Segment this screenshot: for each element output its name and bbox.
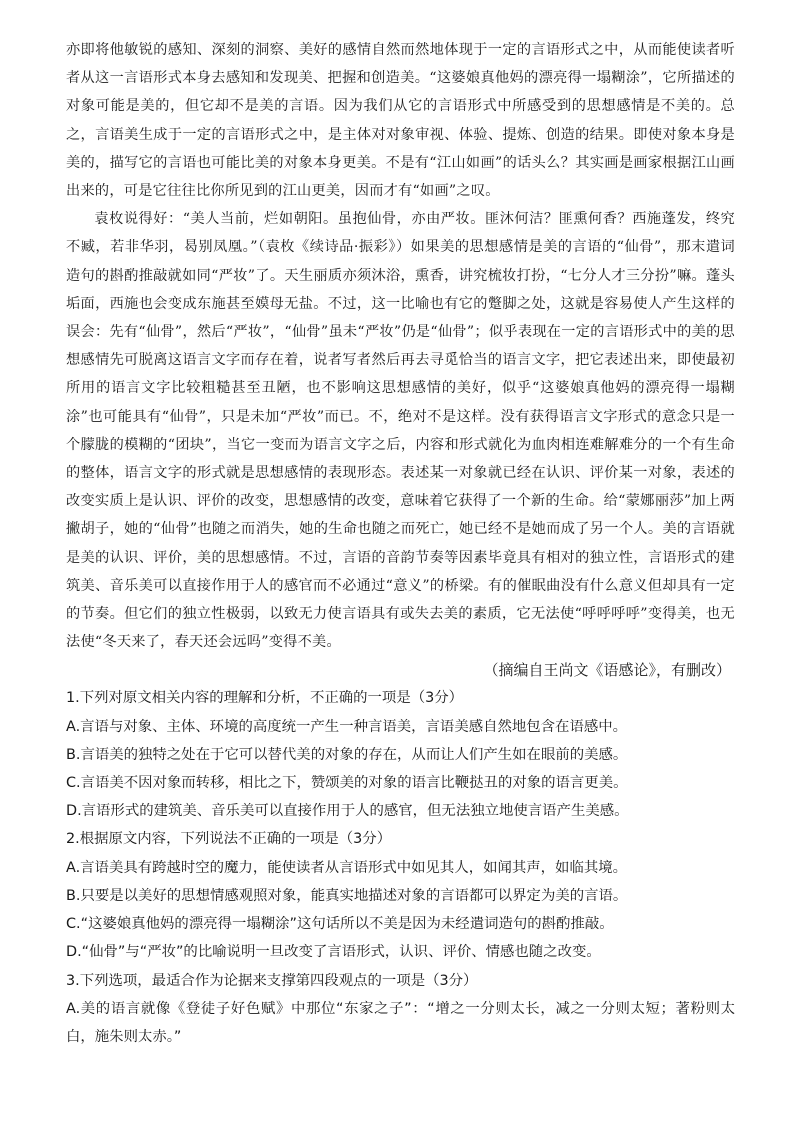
option-a: A.言语美具有跨越时空的魔力，能使读者从言语形式中如见其人，如闻其声，如临其境。 [66, 859, 628, 876]
question-2 [66, 825, 735, 966]
passage-paragraph-2: 袁枚说得好：“美人当前，烂如朝阳。虽抱仙骨，亦由严妆。匪沐何洁？匪熏何香？西施蓬发，终究不臧，若非华羽，曷别凤凰。”（袁枚《续诗品·振彩》）如果美的思想感情是美的言语的“仙骨”，那末遣词造句的斟酌推敲就如同“严妆”了。天生丽质亦须沐浴，熏香，讲究梳妆打扮，“七分人才三分扮”嘛。蓬头垢面，西施也会变成东施甚至嫫母无盐。不过，这一比喻也有它的蹩脚之处，这就是容易使人产生这样的误会：先有“仙骨”，然后“严妆”，“仙骨”虽未“严妆”仍是“仙骨”；似乎表现在一定的言语形式中的美的思想感情先可脱离这语言文字而存在着，说者写者然后再去寻觅恰当的语言文字，把它表述出来，即使最初所用的语言文字比较粗糙甚至丑陋，也不影响这思想感情的美好，似乎“这婆娘真他妈的漂亮得一塌糊涂”也可能具有“仙骨”，只是未加“严妆”而已。不，绝对不是这样。没有获得语言文字形式的意念只是一个朦胧的模糊的“团块”，当它一变而为语言文字之后，内容和形式就化为血肉相连难解难分的一个有生命的整体，语言文字的形式就是思想感情的表现形态。表述某一对象就已经在认识、评价某一对象，表述的改变实质上是认识、评价的改变，思想感情的改变，意味着它获得了一个新的生命。给“蒙娜丽莎”加上两撇胡子，她的“仙骨”也随之而消失，她的生命也随之而死亡，她已经不是她而成了另一个人。美的言语就是美的认识、评价，美的思想感情。不过，言语的音韵节奏等因素毕竟具有相对的独立性，言语形式的建筑美、音乐美可以直接作用于人的感官而不必通过“意义”的桥梁。有的催眠曲没有什么意义但却具有一定的节奏。但它们的独立性极弱，以致无力使言语具有或失去美的素质，它无法使“呼呼呼呼”变得美，也无法使“冬天来了，春天还会远吗”变得不美。 [66, 211, 735, 651]
question-1 [66, 684, 735, 825]
question-stem: 1.下列对原文相关内容的理解和分析，不正确的一项是（3分） [66, 690, 464, 707]
passage-paragraph-1: 亦即将他敏锐的感知、深刻的洞察、美好的感情自然而然地体现于一定的言语形式之中，从而能使读者听者从这一言语形式本身去感知和发现美、把握和创造美。“这婆娘真他妈的漂亮得一塌糊涂”，它所描述的对象可能是美的，但它却不是美的言语。因为我们从它的言语形式中所感受到的思想感情是不美的。总之，言语美生成于一定的言语形式之中，是主体对对象审视、体验、提炼、创造的结果。即使对象本身是美的，描写它的言语也可能比美的对象本身更美。不是有“江山如画”的话头么？其实画是画家根据江山画出来的，可是它往往比你所见到的江山更美，因而才有“如画”之叹。 [66, 42, 735, 200]
option-a: A.美的语言就像《登徒子好色赋》中那位“东家之子”：“增之一分则太长，减之一分则太短；著粉则太白，施朱则太赤。” [66, 1000, 735, 1045]
option-a: A.言语与对象、主体、环境的高度统一产生一种言语美，言语美感自然地包含在语感中。 [66, 718, 628, 735]
question-stem: 3.下列选项，最适合作为论据来支撑第四段观点的一项是（3分） [66, 972, 478, 989]
option-c: C.“这婆娘真他妈的漂亮得一塌糊涂”这句话所以不美是因为未经遣词造句的斟酌推敲。 [66, 916, 614, 933]
question-3 [66, 967, 735, 1052]
option-b: B.只要是以美好的思想情感观照对象，能真实地描述对象的言语都可以界定为美的言语。 [66, 887, 628, 904]
option-d: D.言语形式的建筑美、音乐美可以直接作用于人的感官，但无法独立地使言语产生美感。 [66, 803, 629, 820]
passage-source: （摘编自王尚文《语感论》，有删改） [483, 661, 731, 680]
option-b: B.言语美的独特之处在于它可以替代美的对象的存在，从而让人们产生如在眼前的美感。 [66, 746, 628, 763]
option-d: D.“仙骨”与“严妆”的比喻说明一旦改变了言语形式，认识、评价、情感也随之改变。 [66, 944, 601, 961]
question-list [66, 684, 735, 1051]
option-c: C.言语美不因对象而转移，相比之下，赞颂美的对象的语言比鞭挞丑的对象的语言更美。 [66, 775, 628, 792]
question-stem: 2.根据原文内容，下列说法不正确的一项是（3分） [66, 831, 392, 848]
reading-passage [66, 36, 735, 656]
